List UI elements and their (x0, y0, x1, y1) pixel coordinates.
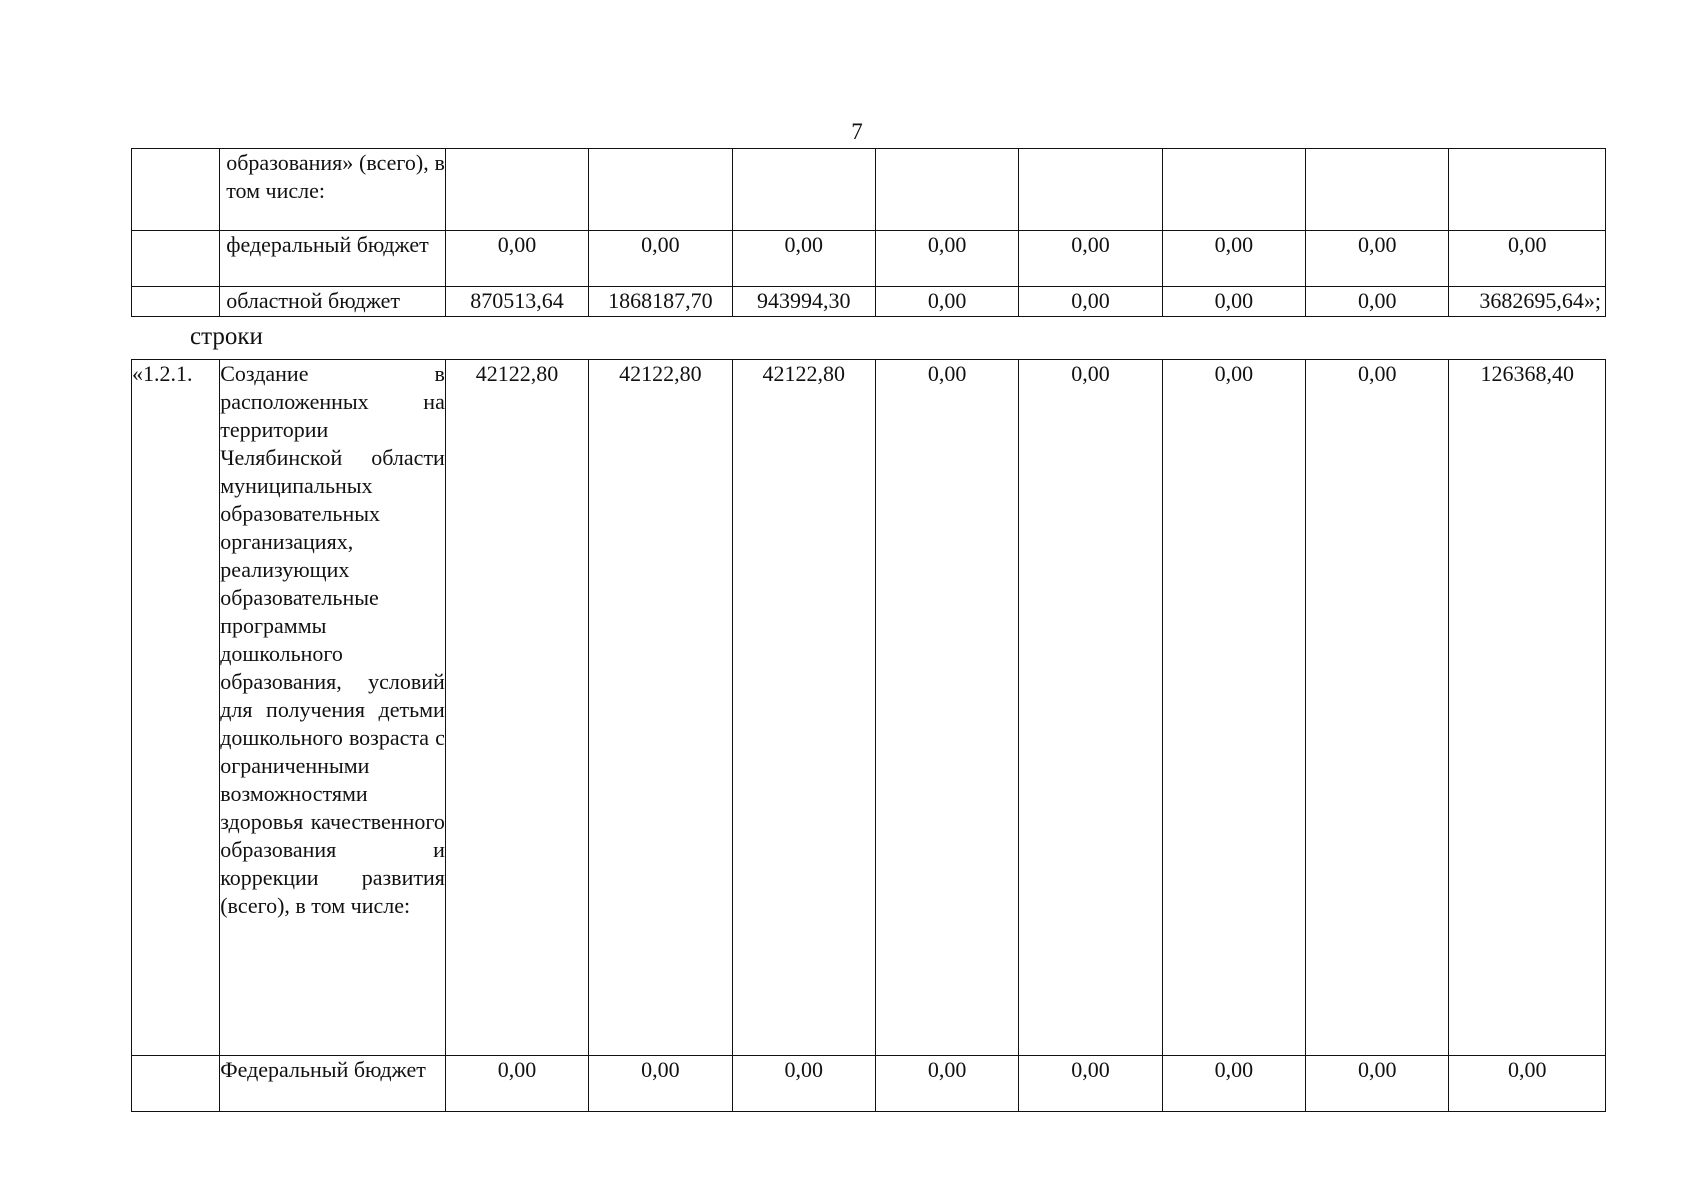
row-number-cell (132, 1056, 220, 1112)
row-name-cell: областной бюджет (220, 287, 446, 317)
value-cell: 0,00 (445, 231, 588, 287)
value-cell: 0,00 (1162, 1056, 1305, 1112)
value-cell: 0,00 (1019, 1056, 1162, 1112)
value-cell: 0,00 (589, 231, 732, 287)
value-cell: 0,00 (875, 231, 1018, 287)
value-cell: 0,00 (1019, 287, 1162, 317)
total-cell: 0,00 (1449, 1056, 1606, 1112)
total-cell: 0,00 (1449, 231, 1606, 287)
table-row (132, 231, 1606, 287)
table-row (132, 360, 1606, 1056)
row-name-cell: Федеральный бюджет (220, 1056, 446, 1112)
value-cell: 0,00 (875, 287, 1018, 317)
page-number: 7 (851, 119, 863, 144)
value-cell: 1868187,70 (589, 287, 732, 317)
value-cell: 0,00 (732, 1056, 875, 1112)
table-row (132, 1056, 1606, 1112)
value-cell: 0,00 (732, 231, 875, 287)
table-row (132, 287, 1606, 317)
value-cell: 870513,64 (445, 287, 588, 317)
value-cell (445, 149, 588, 231)
budget-table-continued (131, 148, 1606, 317)
row-number-cell (132, 287, 220, 317)
total-cell (1449, 149, 1606, 231)
row-name-cell: федеральный бюджет (220, 231, 446, 287)
value-cell: 0,00 (1306, 1056, 1449, 1112)
value-cell: 0,00 (1306, 231, 1449, 287)
value-cell: 42122,80 (445, 360, 588, 1056)
value-cell (1019, 149, 1162, 231)
total-cell: 3682695,64»; (1449, 287, 1606, 317)
table-row (132, 149, 1606, 231)
value-cell: 42122,80 (732, 360, 875, 1056)
row-number-cell (132, 231, 220, 287)
value-cell (1162, 149, 1305, 231)
row-name-cell: Создание в расположенных на территории Челябинской области муниципальных образовательных организациях, реализующих образовательные программы дошкольного образования, условий для получения детьми дошкольного возраста с ограниченными возможностями здоровья качественного образования и коррекции развития (всего), в том числе: (220, 360, 446, 1056)
value-cell: 0,00 (1306, 287, 1449, 317)
value-cell: 0,00 (1162, 287, 1305, 317)
value-cell: 0,00 (589, 1056, 732, 1112)
value-cell: 0,00 (875, 360, 1018, 1056)
value-cell (732, 149, 875, 231)
value-cell: 0,00 (1019, 231, 1162, 287)
budget-table-replacement (131, 359, 1606, 1112)
value-cell: 943994,30 (732, 287, 875, 317)
row-number-cell (132, 149, 220, 231)
value-cell (875, 149, 1018, 231)
value-cell (589, 149, 732, 231)
value-cell: 0,00 (875, 1056, 1018, 1112)
value-cell: 42122,80 (589, 360, 732, 1056)
between-label: строки (190, 323, 263, 350)
value-cell: 0,00 (1306, 360, 1449, 1056)
value-cell: 0,00 (1162, 231, 1305, 287)
row-name-cell: образования» (всего), в том числе: (220, 149, 446, 231)
value-cell: 0,00 (1019, 360, 1162, 1056)
value-cell: 0,00 (445, 1056, 588, 1112)
row-number-cell: «1.2.1. (132, 360, 220, 1056)
total-cell: 126368,40 (1449, 360, 1606, 1056)
value-cell: 0,00 (1162, 360, 1305, 1056)
value-cell (1306, 149, 1449, 231)
